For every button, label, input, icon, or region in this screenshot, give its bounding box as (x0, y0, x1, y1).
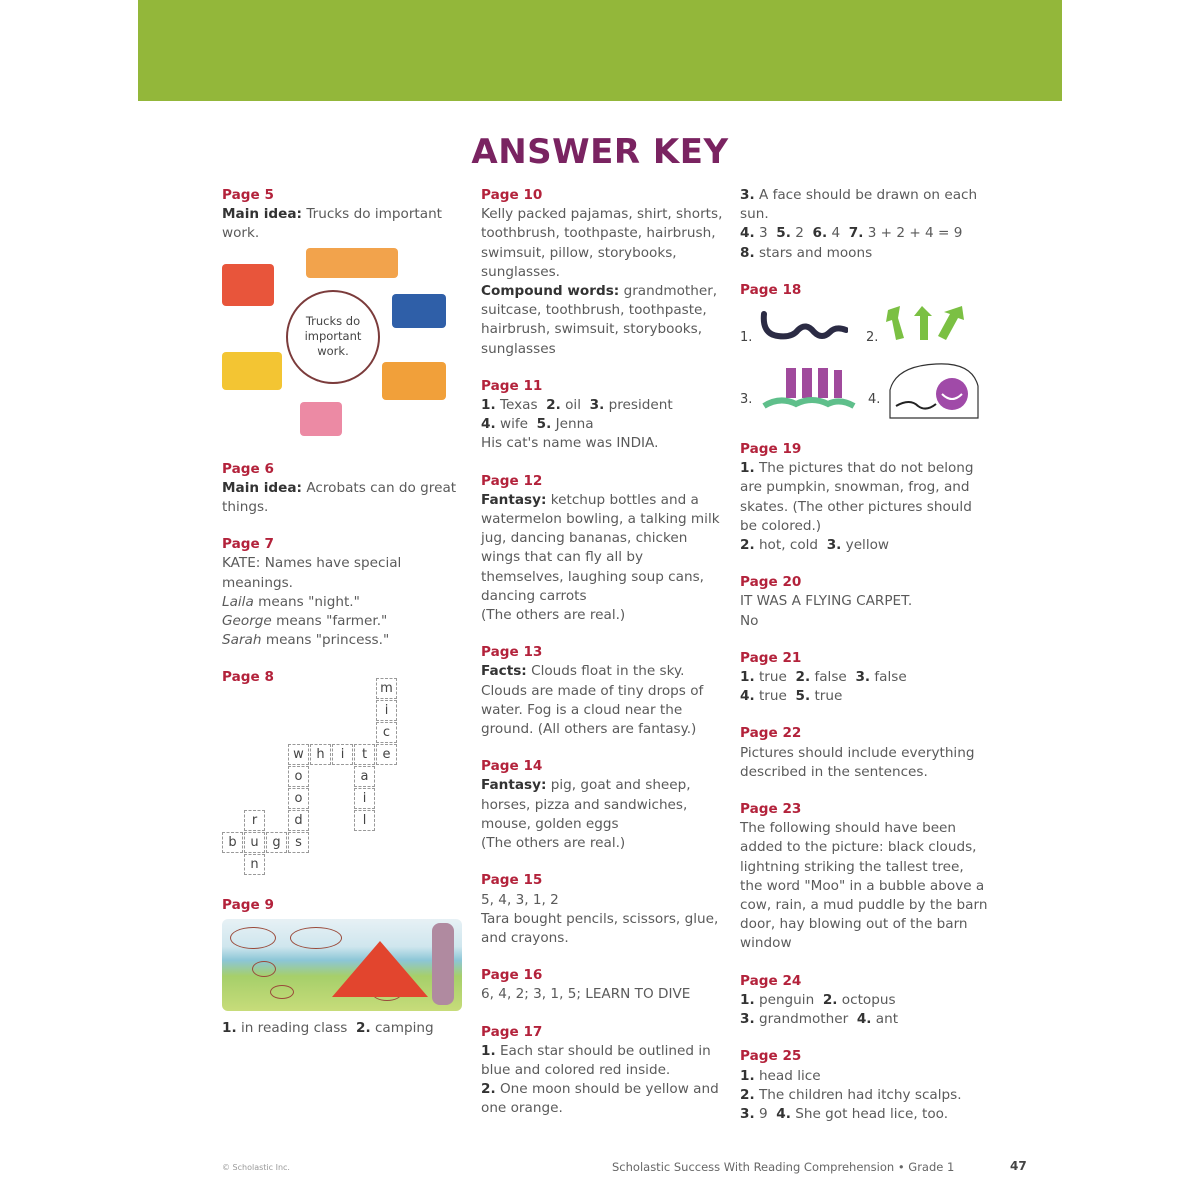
page-18-drawings: 1. 2. 3. 4. (740, 304, 980, 422)
answer-page-19: Page 19 1. The pictures that do not belong are pumpkin, snowman, frog, and skates. (The other pictures should be colored.) 2. hot, cold 3. yellow (740, 440, 990, 555)
page-heading: Page 24 (740, 972, 802, 989)
page-heading: Page 9 (222, 896, 274, 913)
crossword-cell: u (244, 832, 265, 853)
crossword-cell: i (354, 788, 375, 809)
answer-text: grandmother, suitcase, toothbrush, toothpaste, hairbrush, swimsuit, storybooks, sunglasses (481, 283, 718, 357)
answer-page-9: Page 9 1. in reading class 2. camping (222, 896, 462, 1038)
answer-page-22: Page 22 Pictures should include everything described in the sentences. (740, 724, 990, 782)
worm-line-icon (758, 310, 848, 346)
page-heading: Page 6 (222, 460, 274, 477)
page-heading: Page 12 (481, 472, 543, 489)
trucks-diagram (222, 252, 462, 442)
answer-page-15: Page 15 5, 4, 3, 1, 2 Tara bought pencils, scissors, glue, and crayons. (481, 871, 726, 948)
answer-page-13: Page 13 Facts: Clouds float in the sky. Clouds are made of tiny drops of water. Fog is a cloud near the ground. (All others are fantasy.) (481, 643, 726, 739)
page-heading: Page 23 (740, 801, 802, 818)
header-banner (138, 0, 1062, 101)
page-heading: Page 17 (481, 1023, 543, 1040)
page-heading: Page 22 (740, 725, 802, 742)
crossword-cell: m (376, 678, 397, 699)
page-heading: Page 16 (481, 967, 543, 984)
log-truck-icon (392, 294, 446, 328)
answer-page-7: Page 7 KATE: Names have special meanings. Laila means "night." George means "farmer." Sarah means "princess." (222, 535, 462, 650)
crossword-cell: e (376, 744, 397, 765)
crossword-cell: o (288, 766, 309, 787)
label: Main idea: (222, 206, 302, 223)
crossword-cell: r (244, 810, 265, 831)
label: Compound words: (481, 283, 620, 300)
circled-mountain (230, 927, 276, 949)
book-title: Scholastic Success With Reading Comprehension • Grade 1 (612, 1160, 955, 1174)
main-idea-circle: Trucks do important work. (286, 290, 380, 384)
label: Main idea: (222, 479, 302, 496)
answer-page-6 (222, 460, 462, 518)
page-heading: Page 20 (740, 574, 802, 591)
page-heading: Page 25 (740, 1048, 802, 1065)
crossword-cell: w (288, 744, 309, 765)
answer-page-12: Page 12 Fantasy: ketchup bottles and a watermelon bowling, a talking milk jug, dancing bananas, chicken wings that can fly all by themselves, laughing soup cans, dancing carrots (The others are real.) (481, 472, 726, 626)
column-1 (222, 186, 462, 1056)
page-number: 47 (1010, 1159, 1027, 1173)
page-heading: Page 11 (481, 377, 543, 394)
crossword-cell: d (288, 810, 309, 831)
answer-text: Acrobats can do great things. (222, 479, 457, 516)
camping-scene-image (222, 919, 462, 1011)
crossword-cell: i (332, 744, 353, 765)
answer-text: Kelly packed pajamas, shirt, shorts, toothbrush, toothpaste, hairbrush, swimsuit, pillow, storybooks, sunglasses. (481, 206, 723, 280)
cement-truck-icon (382, 362, 446, 400)
car-icon (300, 402, 342, 436)
copyright: © Scholastic Inc. (222, 1163, 290, 1172)
page-title: ANSWER KEY (471, 132, 729, 172)
answer-page-23: Page 23 The following should have been added to the picture: black clouds, lightning striking the tallest tree, the word "Moo" in a bubble above a cow, rain, a mud puddle by the barn door, hay blowing out of the barn window (740, 800, 990, 954)
answer-page-10 (481, 186, 726, 359)
answer-page-5 (222, 186, 462, 442)
answer-text: Trucks do important work. (222, 206, 443, 242)
tent-icon (332, 941, 428, 997)
page-heading: Page 7 (222, 536, 274, 553)
crossword-cell: c (376, 722, 397, 743)
answer-page-20: Page 20 IT WAS A FLYING CARPET. No (740, 573, 990, 631)
fire-truck-icon (222, 264, 274, 306)
answer-page-16: Page 16 6, 4, 2; 3, 1, 5; LEARN TO DIVE (481, 966, 726, 1004)
circled-item (270, 985, 294, 999)
answer-page-8 (222, 668, 462, 877)
dump-truck-icon (222, 352, 282, 390)
crossword-cell: t (354, 744, 375, 765)
green-arrows-icon (884, 304, 968, 344)
crossword-cell: g (266, 832, 287, 853)
tree-icon (432, 923, 454, 1005)
page-heading: Page 13 (481, 644, 543, 661)
label: Fantasy: (481, 491, 547, 508)
purple-blocks-icon (760, 366, 856, 416)
page-heading: Page 5 (222, 187, 274, 203)
answer-page-18 (740, 281, 990, 422)
page-heading: Page 14 (481, 758, 543, 775)
label: Fantasy: (481, 777, 547, 794)
answer-page-17: Page 17 1. Each star should be outlined in blue and colored red inside. 2. One moon should be yellow and one orange. (481, 1023, 726, 1119)
page-heading: Page 15 (481, 872, 543, 889)
label: Facts: (481, 663, 527, 680)
page-heading: Page 19 (740, 441, 802, 458)
crossword-cell: n (244, 854, 265, 875)
answer-page-21: Page 21 1. true 2. false 3. false 4. true 5. true (740, 649, 990, 707)
answer-page-25: Page 25 1. head lice 2. The children had itchy scalps. 3. 9 4. She got head lice, too. (740, 1047, 990, 1124)
crossword-cell: b (222, 832, 243, 853)
page-heading: Page 21 (740, 649, 802, 666)
crossword-cell: o (288, 788, 309, 809)
column-2 (481, 186, 726, 1137)
page-heading: Page 8 (222, 669, 274, 686)
page-heading: Page 18 (740, 281, 802, 298)
crossword-cell: s (288, 832, 309, 853)
answer-page-11: Page 11 1. Texas 2. oil 3. president 4. wife 5. Jenna His cat's name was INDIA. (481, 377, 726, 454)
page-heading: Page 10 (481, 187, 543, 203)
answer-page-14: Page 14 Fantasy: pig, goat and sheep, horses, pizza and sandwiches, mouse, golden eggs (The others are real.) (481, 757, 726, 853)
answer-page-17-continued: 3. A face should be drawn on each sun. 4. 3 5. 2 6. 4 7. 3 + 2 + 4 = 9 8. stars and moons (740, 187, 978, 261)
crossword-cell: l (354, 810, 375, 831)
monster-in-box-icon (886, 360, 982, 422)
crossword-cell: i (376, 700, 397, 721)
crossword-grid (222, 678, 422, 878)
column-3 (740, 186, 990, 1142)
circled-fish (252, 961, 276, 977)
crossword-cell: h (310, 744, 331, 765)
crossword-cell: a (354, 766, 375, 787)
answer-page-24: Page 24 1. penguin 2. octopus 3. grandmother 4. ant (740, 972, 990, 1030)
tanker-truck-icon (306, 248, 398, 278)
